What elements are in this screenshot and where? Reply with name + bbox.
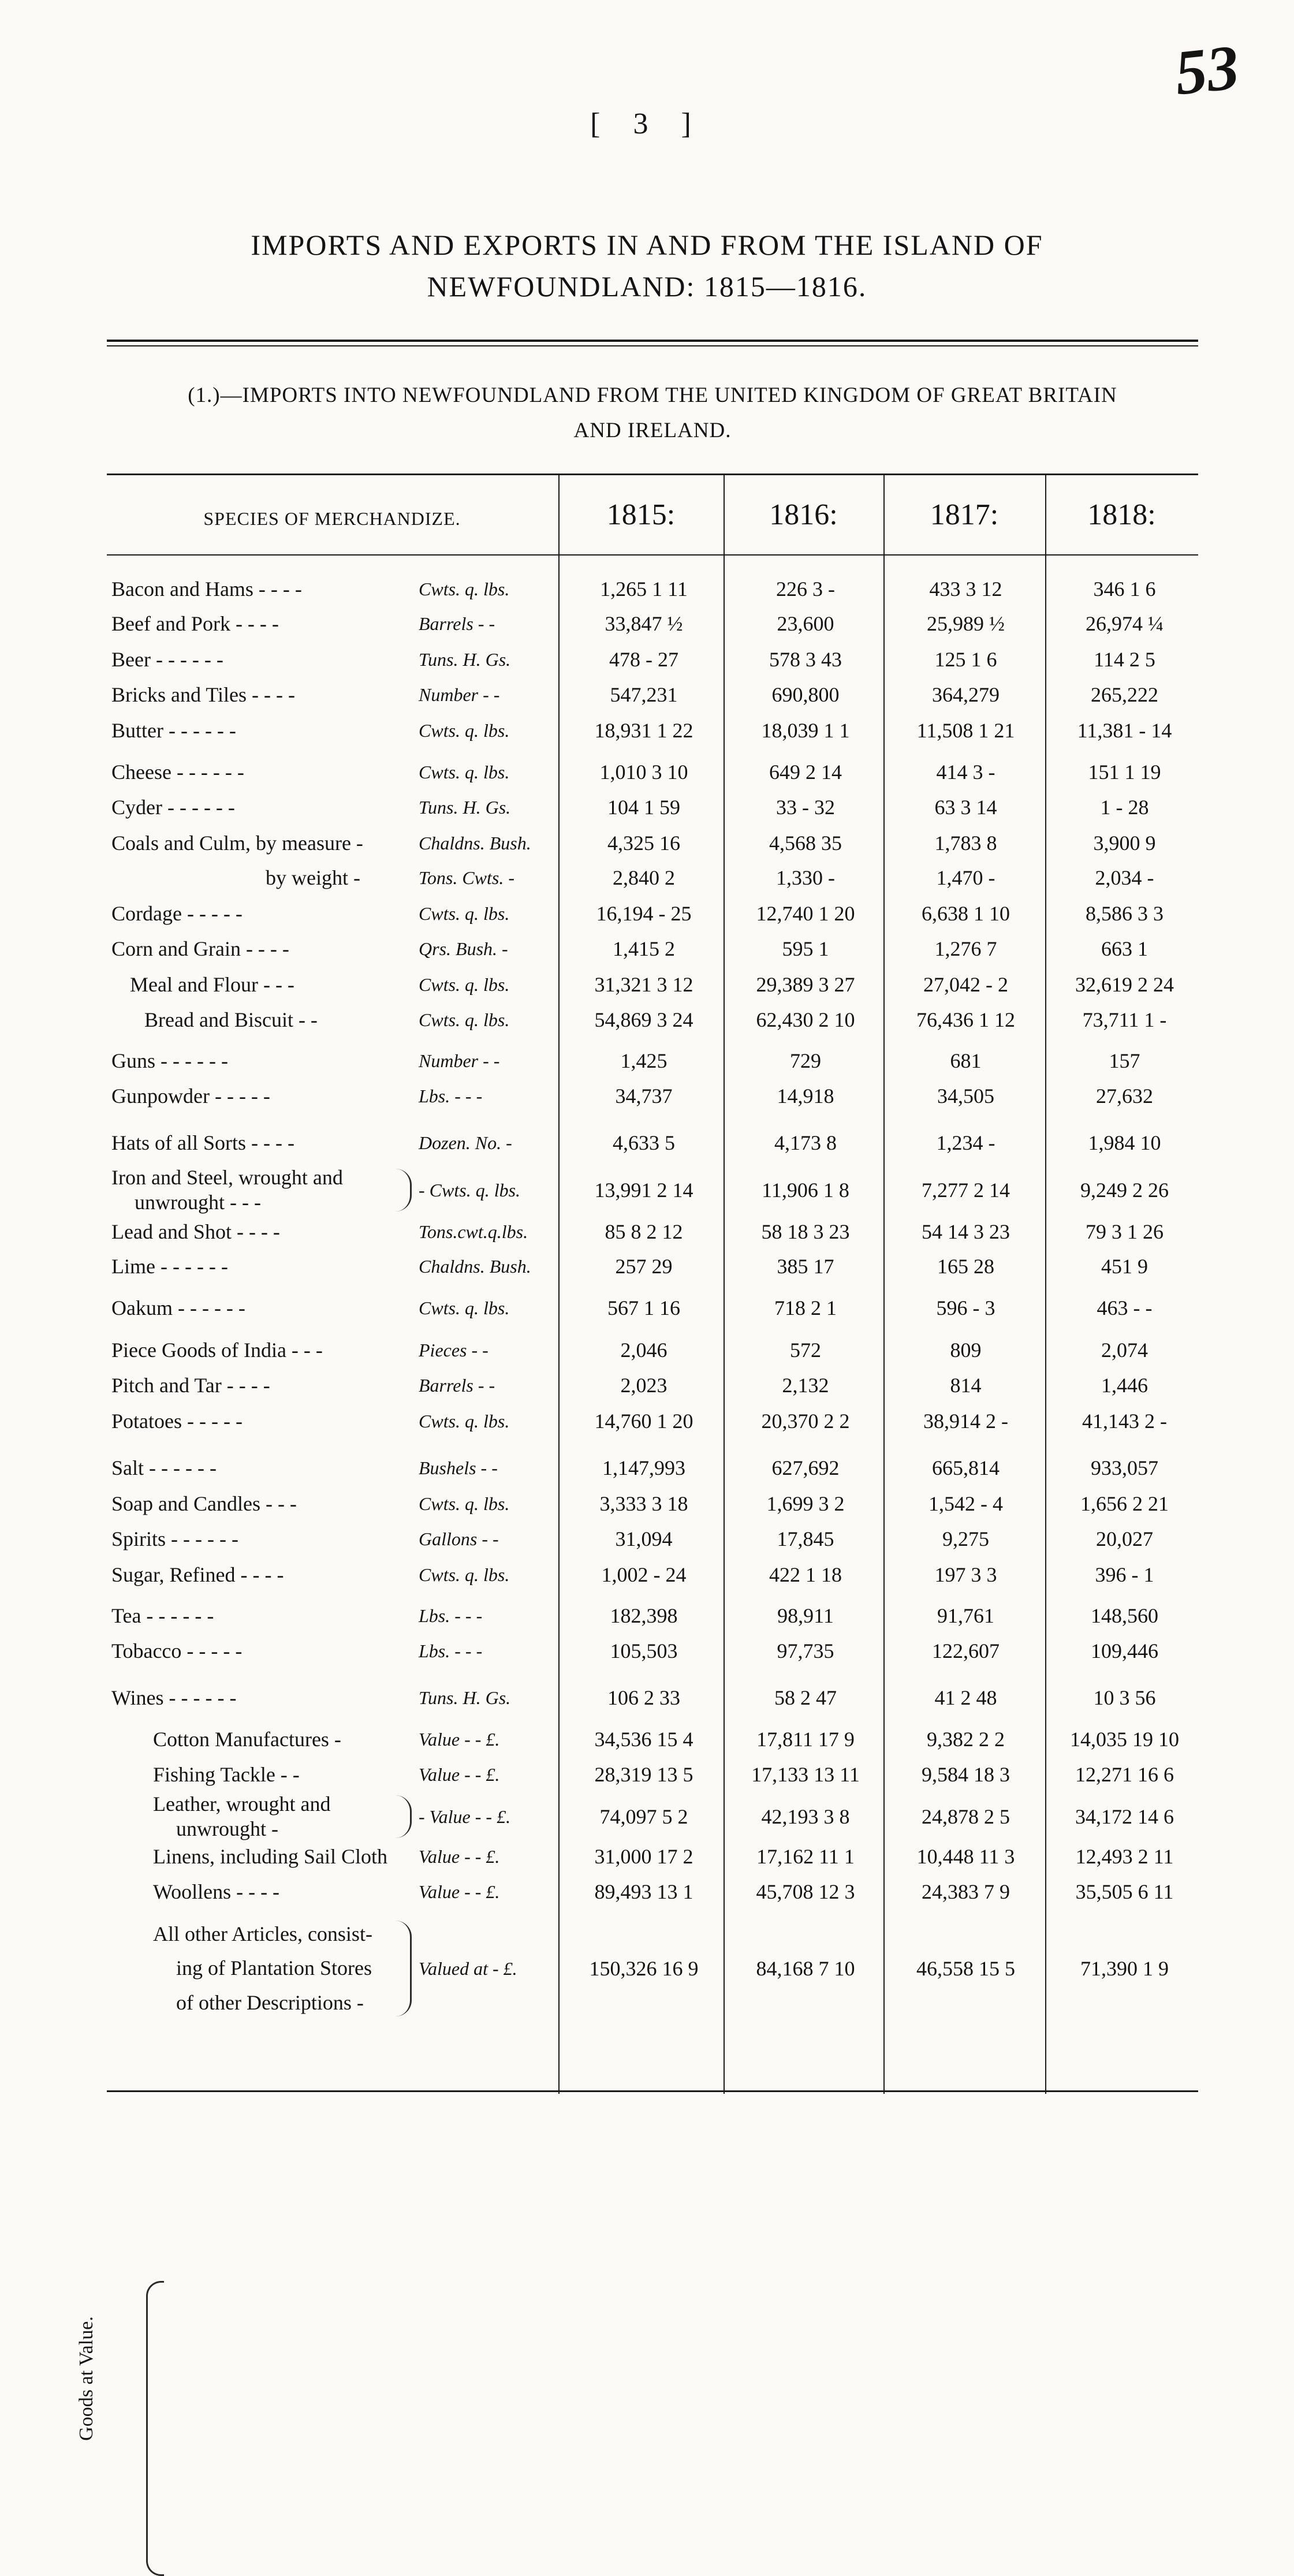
- merchandize-name: Gunpowder - - - - -: [111, 1084, 270, 1108]
- year-value: 396 - 1: [1095, 1563, 1154, 1586]
- year-value: 62,430 2 10: [756, 1008, 855, 1031]
- year-value: 6,638 1 10: [922, 902, 1010, 925]
- year-value: 1,415 2: [613, 937, 675, 960]
- year-value: 7,277 2 14: [922, 1179, 1010, 1202]
- merchandize-name: Guns - - - - - -: [111, 1049, 228, 1072]
- year-value: 41,143 2 -: [1082, 1410, 1167, 1433]
- year-value: 1,010 3 10: [599, 761, 688, 784]
- year-value: 1,234 -: [936, 1131, 995, 1154]
- year-value: 257 29: [615, 1255, 673, 1278]
- year-value: 31,000 17 2: [594, 1845, 693, 1868]
- year-value: 17,133 13 11: [751, 1763, 860, 1786]
- table-row: [107, 1722, 1198, 1757]
- year-value: 463 - -: [1097, 1296, 1153, 1319]
- year-value: 1,699 3 2: [766, 1492, 845, 1515]
- year-value: 547,231: [610, 683, 678, 706]
- year-value: 422 1 18: [769, 1563, 842, 1586]
- year-value: 718 2 1: [774, 1296, 837, 1319]
- year-value: 9,275: [942, 1527, 989, 1550]
- year-value: 46,558 15 5: [916, 1957, 1015, 1980]
- year-value: 1 - 28: [1100, 796, 1149, 819]
- year-value: 34,737: [615, 1084, 673, 1108]
- table-row: [107, 1214, 1198, 1249]
- table-header-rule: [107, 554, 1198, 556]
- year-value: 364,279: [932, 683, 1000, 706]
- merchandize-name: Sugar, Refined - - - -: [111, 1563, 284, 1586]
- year-value: 649 2 14: [769, 761, 842, 784]
- year-value: 58 18 3 23: [761, 1220, 850, 1243]
- year-value: 26,974 ¼: [1086, 612, 1164, 635]
- year-value: 28,319 13 5: [594, 1763, 693, 1786]
- merchandize-name: Cordage - - - - -: [111, 902, 243, 925]
- year-value: 578 3 43: [769, 648, 842, 671]
- year-value: 150,326 16 9: [589, 1957, 699, 1980]
- table-row: [107, 790, 1198, 825]
- table-row: [107, 931, 1198, 966]
- year-value: 814: [950, 1374, 982, 1397]
- table-row: [107, 572, 1198, 606]
- column-header-year: 1817:: [930, 498, 999, 531]
- unit-of-measure: Lbs. - - -: [419, 1086, 483, 1106]
- merchandize-name: of other Descriptions -: [176, 1990, 364, 2014]
- unit-of-measure: Value - - £.: [419, 1846, 500, 1867]
- row-brace: [378, 1795, 412, 1838]
- merchandize-name: Soap and Candles - - -: [111, 1492, 297, 1515]
- merchandize-name: unwrought - - -: [135, 1191, 261, 1214]
- merchandize-name: Spirits - - - - - -: [111, 1527, 238, 1550]
- unit-of-measure: Cwts. q. lbs.: [419, 1411, 510, 1431]
- unit-of-measure: Value - - £.: [419, 1764, 500, 1785]
- year-value: 809: [950, 1339, 982, 1362]
- year-value: 14,035 19 10: [1070, 1728, 1179, 1751]
- year-value: 3,333 3 18: [599, 1492, 688, 1515]
- year-value: 9,249 2 26: [1080, 1179, 1169, 1202]
- unit-of-measure: Cwts. q. lbs.: [419, 974, 510, 995]
- table-row: [107, 826, 1198, 860]
- year-value: 33 - 32: [776, 796, 835, 819]
- year-value: 2,034 -: [1095, 866, 1154, 889]
- year-value: 2,074: [1101, 1339, 1148, 1362]
- year-value: 114 2 5: [1094, 648, 1155, 671]
- merchandize-name: Coals and Culm, by measure -: [111, 832, 363, 855]
- unit-of-measure: Barrels - -: [419, 613, 495, 634]
- year-value: 1,984 10: [1088, 1131, 1161, 1154]
- year-value: 1,470 -: [936, 866, 995, 889]
- merchandize-name: Beer - - - - - -: [111, 648, 223, 671]
- year-value: 76,436 1 12: [916, 1008, 1015, 1031]
- table-row: [107, 1125, 1198, 1160]
- year-value: 681: [950, 1049, 982, 1072]
- year-value: 20,370 2 2: [761, 1410, 850, 1433]
- year-value: 125 1 6: [934, 648, 997, 671]
- table-row: [107, 1451, 1198, 1485]
- year-value: 1,783 8: [934, 832, 997, 855]
- year-value: 10 3 56: [1093, 1686, 1156, 1709]
- year-value: 54 14 3 23: [922, 1220, 1010, 1243]
- table-row: [107, 713, 1198, 748]
- year-value: 109,446: [1091, 1639, 1158, 1662]
- unit-of-measure: Chaldns. Bush.: [419, 833, 531, 853]
- imports-table: [76, 474, 1198, 2441]
- year-value: 663 1: [1101, 937, 1148, 960]
- year-value: 85 8 2 12: [605, 1220, 683, 1243]
- merchandize-name: Lime - - - - - -: [111, 1255, 228, 1278]
- goods-at-value-label: Goods at Value.: [76, 2316, 97, 2441]
- year-value: 1,425: [620, 1049, 667, 1072]
- unit-of-measure: Value - - £.: [419, 1729, 500, 1750]
- column-header-year: 1815:: [606, 498, 676, 531]
- unit-of-measure: Tuns. H. Gs.: [419, 797, 511, 818]
- table-row: [107, 1333, 1198, 1367]
- year-value: 122,607: [932, 1639, 1000, 1662]
- table-row: [107, 1249, 1198, 1284]
- merchandize-name: Tea - - - - - -: [111, 1604, 214, 1627]
- year-value: 106 2 33: [607, 1686, 680, 1709]
- table-bottom-rule: [107, 2090, 1198, 2092]
- unit-of-measure: Barrels - -: [419, 1375, 495, 1396]
- merchandize-name: Piece Goods of India - - -: [111, 1339, 323, 1362]
- unit-of-measure: Cwts. q. lbs.: [419, 1009, 510, 1030]
- page-title-line-2: NEWFOUNDLAND: 1815—1816.: [427, 270, 867, 303]
- merchandize-name: Bacon and Hams - - - -: [111, 577, 302, 601]
- year-value: 478 - 27: [609, 648, 678, 671]
- unit-of-measure: Chaldns. Bush.: [419, 1256, 531, 1277]
- year-value: 14,918: [777, 1084, 834, 1108]
- year-value: 627,692: [771, 1456, 840, 1479]
- year-value: 595 1: [782, 937, 829, 960]
- unit-of-measure: - Value - - £.: [419, 1806, 511, 1827]
- merchandize-name: by weight -: [266, 866, 360, 889]
- year-value: 34,536 15 4: [594, 1728, 693, 1751]
- year-value: 1,147,993: [602, 1456, 685, 1479]
- table-row: [107, 1368, 1198, 1403]
- table-row: [107, 896, 1198, 931]
- year-value: 451 9: [1101, 1255, 1148, 1278]
- year-value: 385 17: [777, 1255, 834, 1278]
- merchandize-name: Bread and Biscuit - -: [144, 1008, 318, 1031]
- merchandize-name: Iron and Steel, wrought and: [111, 1166, 343, 1189]
- unit-of-measure: Gallons - -: [419, 1529, 499, 1549]
- table-row: [107, 1839, 1198, 1874]
- year-value: 34,172 14 6: [1075, 1805, 1174, 1828]
- year-value: 157: [1109, 1049, 1140, 1072]
- unit-of-measure: - Cwts. q. lbs.: [419, 1180, 521, 1201]
- unit-of-measure: Cwts. q. lbs.: [419, 1493, 510, 1514]
- table-row: [107, 1634, 1198, 1668]
- page-title-line-1: IMPORTS AND EXPORTS IN AND FROM THE ISLAND OF: [251, 229, 1043, 261]
- merchandize-name: Corn and Grain - - - -: [111, 937, 289, 960]
- year-value: 58 2 47: [774, 1686, 837, 1709]
- year-value: 1,002 - 24: [601, 1563, 687, 1586]
- unit-of-measure: Tons.cwt.q.lbs.: [419, 1221, 528, 1242]
- merchandize-name: Cotton Manufactures -: [153, 1728, 341, 1751]
- year-value: 16,194 - 25: [596, 902, 692, 925]
- unit-of-measure: Lbs. - - -: [419, 1641, 483, 1661]
- unit-of-measure: Number - -: [419, 684, 500, 705]
- table-row: [107, 1404, 1198, 1438]
- folio-number: 53: [1171, 31, 1243, 109]
- year-value: 27,042 - 2: [923, 973, 1008, 996]
- unit-of-measure: Cwts. q. lbs.: [419, 1564, 510, 1585]
- year-value: 23,600: [777, 612, 834, 635]
- merchandize-name: Bricks and Tiles - - - -: [111, 683, 295, 706]
- merchandize-name: Meal and Flour - - -: [130, 973, 294, 996]
- year-value: 97,735: [777, 1639, 834, 1662]
- year-value: 11,906 1 8: [762, 1179, 849, 1202]
- merchandize-name: Wines - - - - - -: [111, 1686, 237, 1709]
- year-value: 1,265 1 11: [600, 577, 688, 601]
- year-value: 74,097 5 2: [599, 1805, 688, 1828]
- year-value: 433 3 12: [929, 577, 1002, 601]
- year-value: 2,046: [620, 1339, 667, 1362]
- merchandize-name: Oakum - - - - - -: [111, 1296, 245, 1319]
- table-row: [107, 1291, 1198, 1325]
- year-value: 17,811 17 9: [756, 1728, 855, 1751]
- year-value: 91,761: [937, 1604, 994, 1627]
- section-heading-line-1: (1.)—IMPORTS INTO NEWFOUNDLAND FROM THE UNITED KINGDOM OF GREAT BRITAIN: [188, 383, 1117, 407]
- unit-of-measure: Value - - £.: [419, 1881, 500, 1902]
- year-value: 12,740 1 20: [756, 902, 855, 925]
- merchandize-name: Hats of all Sorts - - - -: [111, 1131, 294, 1154]
- year-value: 8,586 3 3: [1086, 902, 1164, 925]
- year-value: 1,656 2 21: [1080, 1492, 1169, 1515]
- year-value: 33,847 ½: [605, 612, 683, 635]
- year-value: 151 1 19: [1088, 761, 1161, 784]
- year-value: 226 3 -: [776, 577, 835, 601]
- goods-at-value-bracket: [146, 2281, 164, 2576]
- merchandize-name: Leather, wrought and: [153, 1792, 331, 1815]
- merchandize-name: Pitch and Tar - - - -: [111, 1374, 270, 1397]
- merchandize-name: All other Articles, consist-: [153, 1922, 372, 1945]
- unit-of-measure: Cwts. q. lbs.: [419, 903, 510, 924]
- year-value: 665,814: [932, 1456, 1000, 1479]
- year-value: 27,632: [1096, 1084, 1153, 1108]
- merchandize-name: Cheese - - - - - -: [111, 761, 244, 784]
- year-value: 9,382 2 2: [927, 1728, 1005, 1751]
- merchandize-name: unwrought -: [176, 1817, 278, 1840]
- year-value: 45,708 12 3: [756, 1880, 855, 1903]
- year-value: 1,330 -: [776, 866, 835, 889]
- row-brace: [378, 1169, 412, 1211]
- page-number: [ 3 ]: [590, 107, 704, 140]
- year-value: 265,222: [1091, 683, 1158, 706]
- row-brace: [378, 1921, 412, 2016]
- year-value: 18,931 1 22: [594, 719, 693, 742]
- year-value: 148,560: [1091, 1604, 1158, 1627]
- year-value: 197 3 3: [934, 1563, 997, 1586]
- year-value: 24,383 7 9: [922, 1880, 1010, 1903]
- year-value: 89,493 13 1: [594, 1880, 693, 1903]
- column-header-merchandize: SPECIES OF MERCHANDIZE.: [203, 508, 461, 529]
- year-value: 105,503: [610, 1639, 678, 1662]
- table-row: [107, 1043, 1198, 1078]
- unit-of-measure: Dozen. No. -: [419, 1132, 512, 1153]
- year-value: 29,389 3 27: [756, 973, 855, 996]
- table-row: [107, 606, 1198, 641]
- table-row: [107, 1680, 1198, 1715]
- year-value: 41 2 48: [934, 1686, 997, 1709]
- year-value: 567 1 16: [607, 1296, 680, 1319]
- year-value: 729: [790, 1049, 821, 1072]
- year-value: 1,446: [1101, 1374, 1148, 1397]
- year-value: 9,584 18 3: [922, 1763, 1010, 1786]
- year-value: 24,878 2 5: [922, 1805, 1010, 1828]
- merchandize-name: Beef and Pork - - - -: [111, 612, 279, 635]
- year-value: 20,027: [1096, 1527, 1153, 1550]
- table-row: [107, 1757, 1198, 1792]
- year-value: 596 - 3: [936, 1296, 995, 1319]
- year-value: 182,398: [610, 1604, 678, 1627]
- year-value: 14,760 1 20: [594, 1410, 693, 1433]
- table-row: [107, 860, 1198, 895]
- unit-of-measure: Cwts. q. lbs.: [419, 720, 510, 741]
- merchandize-name: Butter - - - - - -: [111, 719, 236, 742]
- merchandize-name: ing of Plantation Stores: [176, 1956, 372, 1980]
- year-value: 933,057: [1091, 1456, 1158, 1479]
- table-top-rule: [107, 474, 1198, 475]
- year-value: 73,711 1 -: [1082, 1008, 1167, 1031]
- title-rule-thin: [107, 345, 1198, 346]
- table-row: [107, 1792, 1198, 1841]
- year-value: 79 3 1 26: [1086, 1220, 1164, 1243]
- year-value: 32,619 2 24: [1075, 973, 1174, 996]
- unit-of-measure: Bushels - -: [419, 1457, 498, 1478]
- table-row: [107, 1557, 1198, 1592]
- year-value: 4,633 5: [613, 1131, 675, 1154]
- merchandize-name: Cyder - - - - - -: [111, 796, 235, 819]
- merchandize-name: Potatoes - - - - -: [111, 1410, 243, 1433]
- year-value: 71,390 1 9: [1080, 1957, 1169, 1980]
- year-value: 84,168 7 10: [756, 1957, 855, 1980]
- merchandize-name: Fishing Tackle - -: [153, 1763, 300, 1786]
- year-value: 1,276 7: [934, 937, 997, 960]
- year-value: 4,568 35: [769, 832, 842, 855]
- year-value: 104 1 59: [607, 796, 680, 819]
- year-value: 10,448 11 3: [916, 1845, 1015, 1868]
- unit-of-measure: Tons. Cwts. -: [419, 867, 514, 888]
- table-row: [107, 1917, 1198, 2020]
- unit-of-measure: Qrs. Bush. -: [419, 938, 508, 959]
- unit-of-measure: Number - -: [419, 1050, 500, 1071]
- table-row: [107, 1874, 1198, 1909]
- year-value: 31,094: [615, 1527, 673, 1550]
- table-row: [107, 642, 1198, 677]
- unit-of-measure: Cwts. q. lbs.: [419, 762, 510, 782]
- unit-of-measure: Cwts. q. lbs.: [419, 1298, 510, 1318]
- year-value: 2,840 2: [613, 866, 675, 889]
- year-value: 690,800: [771, 683, 840, 706]
- table-row: [107, 1522, 1198, 1556]
- year-value: 25,989 ½: [927, 612, 1005, 635]
- section-heading-line-2: AND IRELAND.: [573, 419, 732, 442]
- table-row: [107, 1079, 1198, 1113]
- year-value: 98,911: [777, 1604, 834, 1627]
- year-value: 54,869 3 24: [594, 1008, 693, 1031]
- year-value: 2,132: [782, 1374, 829, 1397]
- year-value: 572: [790, 1339, 821, 1362]
- year-value: 13,991 2 14: [594, 1179, 693, 1202]
- year-value: 4,173 8: [774, 1131, 837, 1154]
- title-rule-thick: [107, 340, 1198, 342]
- merchandize-name: Woollens - - - -: [153, 1880, 280, 1903]
- table-row: [107, 1165, 1198, 1215]
- year-value: 3,900 9: [1093, 832, 1156, 855]
- year-value: 35,505 6 11: [1075, 1880, 1174, 1903]
- unit-of-measure: Pieces - -: [419, 1340, 488, 1360]
- year-value: 12,271 16 6: [1075, 1763, 1174, 1786]
- table-row: [107, 967, 1198, 1002]
- table-row: [107, 1002, 1198, 1037]
- table-row: [107, 1598, 1198, 1633]
- year-value: 11,381 - 14: [1077, 719, 1172, 742]
- year-value: 17,162 11 1: [756, 1845, 855, 1868]
- table-row: [107, 755, 1198, 789]
- year-value: 346 1 6: [1093, 577, 1156, 601]
- merchandize-name: Tobacco - - - - -: [111, 1639, 243, 1662]
- table-row: [107, 677, 1198, 712]
- year-value: 4,325 16: [607, 832, 680, 855]
- year-value: 1,542 - 4: [928, 1492, 1003, 1515]
- unit-of-measure: Tuns. H. Gs.: [419, 1687, 511, 1708]
- year-value: 31,321 3 12: [594, 973, 693, 996]
- column-header-year: 1818:: [1087, 498, 1156, 531]
- year-value: 17,845: [777, 1527, 834, 1550]
- unit-of-measure: Tuns. H. Gs.: [419, 649, 511, 670]
- column-header-year: 1816:: [769, 498, 838, 531]
- merchandize-name: Linens, including Sail Cloth: [153, 1845, 387, 1868]
- merchandize-name: Lead and Shot - - - -: [111, 1220, 280, 1243]
- unit-of-measure: Valued at - £.: [419, 1958, 517, 1979]
- year-value: 11,508 1 21: [916, 719, 1015, 742]
- year-value: 63 3 14: [934, 796, 997, 819]
- year-value: 12,493 2 11: [1075, 1845, 1174, 1868]
- year-value: 414 3 -: [936, 761, 995, 784]
- year-value: 38,914 2 -: [923, 1410, 1008, 1433]
- year-value: 34,505: [937, 1084, 994, 1108]
- table-row: [107, 1486, 1198, 1521]
- year-value: 165 28: [937, 1255, 994, 1278]
- unit-of-measure: Cwts. q. lbs.: [419, 579, 510, 599]
- unit-of-measure: Lbs. - - -: [419, 1605, 483, 1626]
- merchandize-name: Salt - - - - - -: [111, 1456, 217, 1479]
- year-value: 2,023: [620, 1374, 667, 1397]
- year-value: 18,039 1 1: [761, 719, 850, 742]
- year-value: 42,193 3 8: [761, 1805, 850, 1828]
